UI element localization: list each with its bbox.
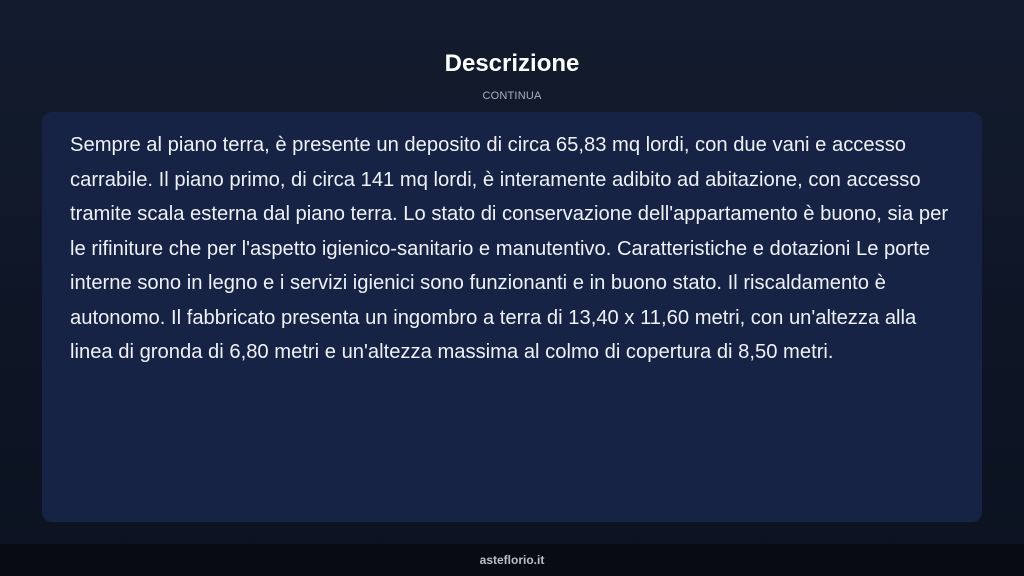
page-title: Descrizione (444, 50, 580, 77)
footer-brand: asteflorio.it (479, 553, 545, 567)
description-text: Sempre al piano terra, è presente un deposito di circa 65,83 mq lordi, con due vani e accesso carrabile. Il piano primo, di circa 141 mq lordi, è interamente adibito ad abitazione, con accesso tramite scala esterna dal piano terra. Lo stato di conservazione dell'appartamento è buono, sia per le rifiniture che per l'aspetto igienico-sanitario e manutentivo. Caratteristiche e dotazioni Le porte interne sono in legno e i servizi igienici sono funzionanti e in buono stato. Il riscaldamento è autonomo. Il fabbricato presenta un ingombro a terra di 13,40 x 11,60 metri, con un'altezza alla linea di gronda di 6,80 metri e un'altezza massima al colmo di copertura di 8,50 metri. (70, 134, 949, 363)
continued-label: CONTINUA (482, 90, 542, 102)
footer-bar (0, 544, 1024, 576)
description-card (42, 112, 982, 522)
